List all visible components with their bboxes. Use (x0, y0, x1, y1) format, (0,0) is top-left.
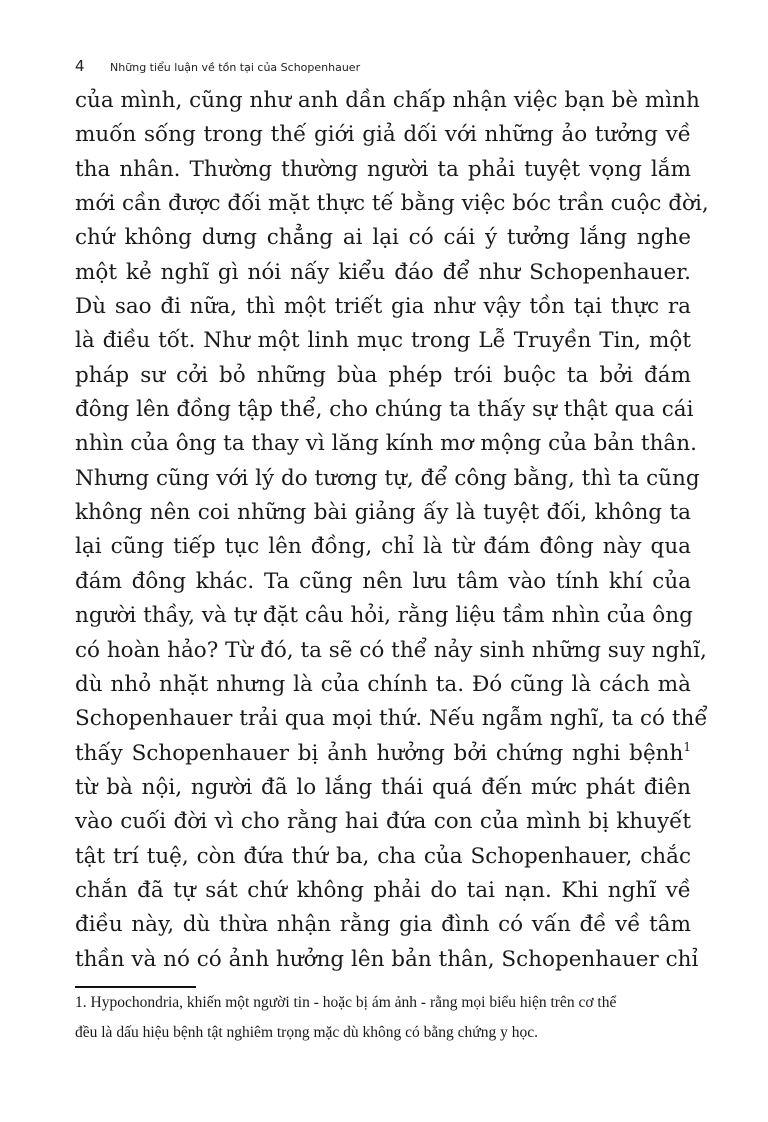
footnote-line: 1. Hypochondria, khiến một người tin - hoặc bị ám ảnh - rằng mọi biểu hiện trên cơ thể (75, 994, 617, 1011)
text-line (75, 599, 691, 633)
text-line-content: muốn sống trong thế giới giả dối với những ảo tưởng về (75, 122, 691, 148)
page-number: 4 (75, 57, 85, 75)
text-line-content: chứ không dưng chẳng ai lại có cái ý tưởng lắng nghe (75, 225, 691, 251)
text-line-content: pháp sư cởi bỏ những bùa phép trói buộc ta bởi đám (75, 362, 691, 388)
text-line-content: Schopenhauer trải qua mọi thứ. Nếu ngẫm nghĩ, ta có thể (75, 706, 708, 732)
text-line (75, 634, 707, 668)
text-line (75, 118, 691, 152)
footnote-reference[interactable]: 1 (683, 739, 691, 754)
text-line (75, 427, 697, 461)
text-line-content: từ bà nội, người đã lo lắng thái quá đến mức phát điên (75, 774, 691, 800)
text-line-content: vào cuối đời vì cho rằng hai đứa con của mình bị khuyết (75, 809, 691, 835)
text-line-content: Nhưng cũng với lý do tương tự, để công bằng, thì ta cũng (75, 465, 700, 491)
text-line-content: điều này, dù thừa nhận rằng gia đình có vấn đề về tâm (75, 912, 691, 938)
text-line-content: là điều tốt. Như một linh mục trong Lễ Truyền Tin, một (75, 328, 691, 354)
text-line (75, 496, 691, 530)
text-line (75, 187, 709, 221)
text-line (75, 840, 691, 874)
text-line-content: mới cần được đối mặt thực tế bằng việc bóc trần cuộc đời, (75, 191, 709, 217)
text-line (75, 153, 691, 187)
text-line (75, 359, 691, 393)
text-line (75, 565, 691, 599)
text-line (75, 84, 700, 118)
text-line (75, 530, 691, 564)
text-line (75, 874, 691, 908)
text-line-content: tật trí tuệ, còn đứa thứ ba, cha của Schopenhauer, chắc (75, 843, 691, 869)
text-line-content: lại cũng tiếp tục lên đồng, chỉ là từ đám đông này qua (75, 534, 691, 560)
text-line (75, 771, 691, 805)
text-line (75, 256, 691, 290)
text-line (75, 462, 700, 496)
footnote-line: đều là dấu hiệu bệnh tật nghiêm trọng mặc dù không có bằng chứng y học. (75, 1024, 538, 1041)
running-title: Những tiểu luận về tồn tại của Schopenhauer (110, 61, 361, 74)
text-line-content: có hoàn hảo? Từ đó, ta sẽ có thể nảy sinh những suy nghĩ, (75, 637, 707, 663)
text-line-content: thần và nó có ảnh hưởng lên bản thân, Schopenhauer chỉ (75, 946, 699, 972)
text-line-content: đông lên đồng tập thể, cho chúng ta thấy sự thật qua cái (75, 397, 694, 423)
text-line (75, 805, 691, 839)
text-line (75, 393, 694, 427)
text-line-content: thấy Schopenhauer bị ảnh hưởng bởi chứng nghi bệnh (75, 740, 684, 766)
text-line-content: nhìn của ông ta thay vì lăng kính mơ mộng của bản thân. (75, 431, 697, 457)
text-line (75, 290, 691, 324)
text-line (75, 908, 691, 942)
text-line-content: đám đông khác. Ta cũng nên lưu tâm vào tính khí của (75, 568, 691, 594)
text-line (75, 221, 691, 255)
text-line-content: người thầy, và tự đặt câu hỏi, rằng liệu tầm nhìn của ông (75, 603, 693, 629)
body-text (75, 84, 709, 977)
text-line-content: chắn đã tự sát chứ không phải do tai nạn. Khi nghĩ về (75, 877, 691, 903)
text-line (75, 737, 691, 771)
text-line (75, 702, 708, 736)
text-line-content: Dù sao đi nữa, thì một triết gia như vậy tồn tại thực ra (75, 294, 691, 320)
footnote-divider (75, 986, 196, 988)
text-line-content: một kẻ nghĩ gì nói nấy kiểu đáo để như Schopenhauer. (75, 259, 691, 285)
running-header (75, 57, 360, 75)
text-line (75, 324, 691, 358)
text-line (75, 943, 699, 977)
text-line-content: dù nhỏ nhặt nhưng là của chính ta. Đó cũng là cách mà (75, 671, 691, 697)
text-line (75, 668, 691, 702)
text-line-content: không nên coi những bài giảng ấy là tuyệt đối, không ta (75, 500, 691, 526)
text-line-content: tha nhân. Thường thường người ta phải tuyệt vọng lắm (75, 156, 691, 182)
text-line-content: của mình, cũng như anh dần chấp nhận việc bạn bè mình (75, 88, 700, 113)
